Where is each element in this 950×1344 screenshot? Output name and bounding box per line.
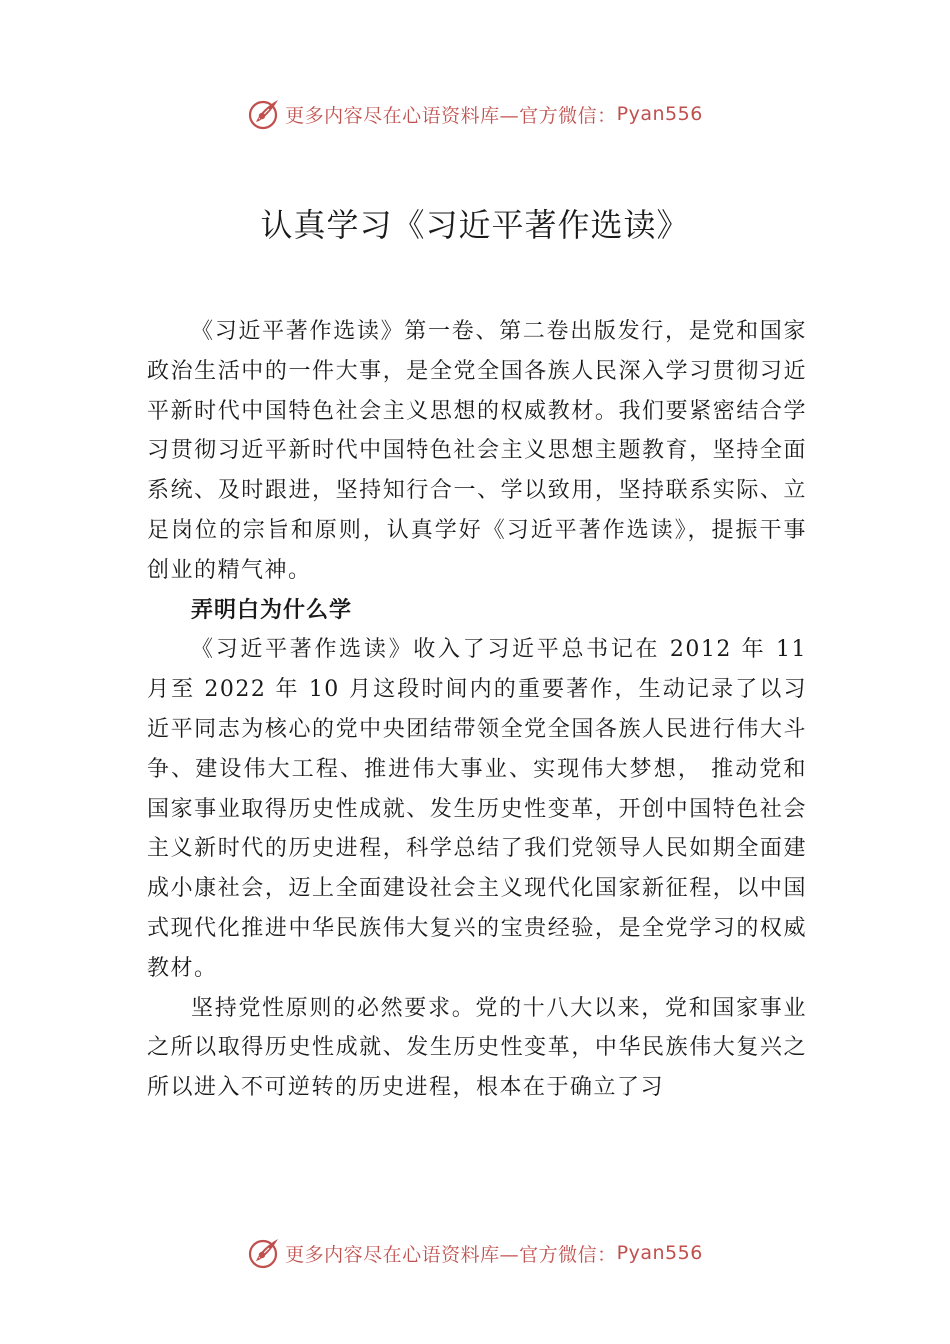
- section-paragraph: 坚持党性原则的必然要求。党的十八大以来，党和国家事业之所以取得历史性成就、发生历史性变革，中华民族伟大复兴之所以进入不可逆转的历史进程，根本在于确立了习: [147, 995, 807, 1101]
- banner-text: 更多内容尽在心语资料库—官方微信：: [285, 1243, 617, 1266]
- section-paragraph: 《习近平著作选读》收入了习近平总书记在 2012 年 11 月至 2022 年 10 月这段时间内的重要著作，生动记录了以习近平同志为核心的党中央团结带领全党全国各族人民进行伟大斗争、建设伟大工程、推进伟大事业、实现伟大梦想， 推动党和国家事业取得历史性成就、发生历史性变革，开创中国特色社会主义新时代的历史进程，科学总结了我们党领导人民如期全面建成小康社会，迈上全面建设社会主义现代化国家新征程，以中国式现代化推进中华民族伟大复兴的宝贵经验，是全党学习的权威教材。: [147, 637, 807, 981]
- intro-paragraph: 《习近平著作选读》第一卷、第二卷出版发行，是党和国家政治生活中的一件大事，是全党全国各族人民深入学习贯彻习近平新时代中国特色社会主义思想的权威教材。我们要紧密结合学习贯彻习近平新时代中国特色社会主义思想主题教育，坚持全面系统、及时跟进，坚持知行合一、学以致用，坚持联系实际、立足岗位的宗旨和原则，认真学好《习近平著作选读》，提振干事创业的精气神。: [147, 319, 807, 583]
- header-banner: [0, 94, 950, 134]
- banner-text: 更多内容尽在心语资料库—官方微信：: [285, 104, 617, 127]
- section-heading: 弄明白为什么学: [191, 597, 353, 623]
- quill-logo-icon: [247, 97, 281, 131]
- document-title: 认真学习《习近平著作选读》: [260, 206, 690, 244]
- banner-wechat-id: Pyan556: [616, 103, 703, 125]
- quill-logo-icon: [247, 1236, 281, 1270]
- footer-banner: [0, 1233, 950, 1273]
- document-body: [147, 312, 807, 1108]
- banner-wechat-id: Pyan556: [616, 1242, 703, 1264]
